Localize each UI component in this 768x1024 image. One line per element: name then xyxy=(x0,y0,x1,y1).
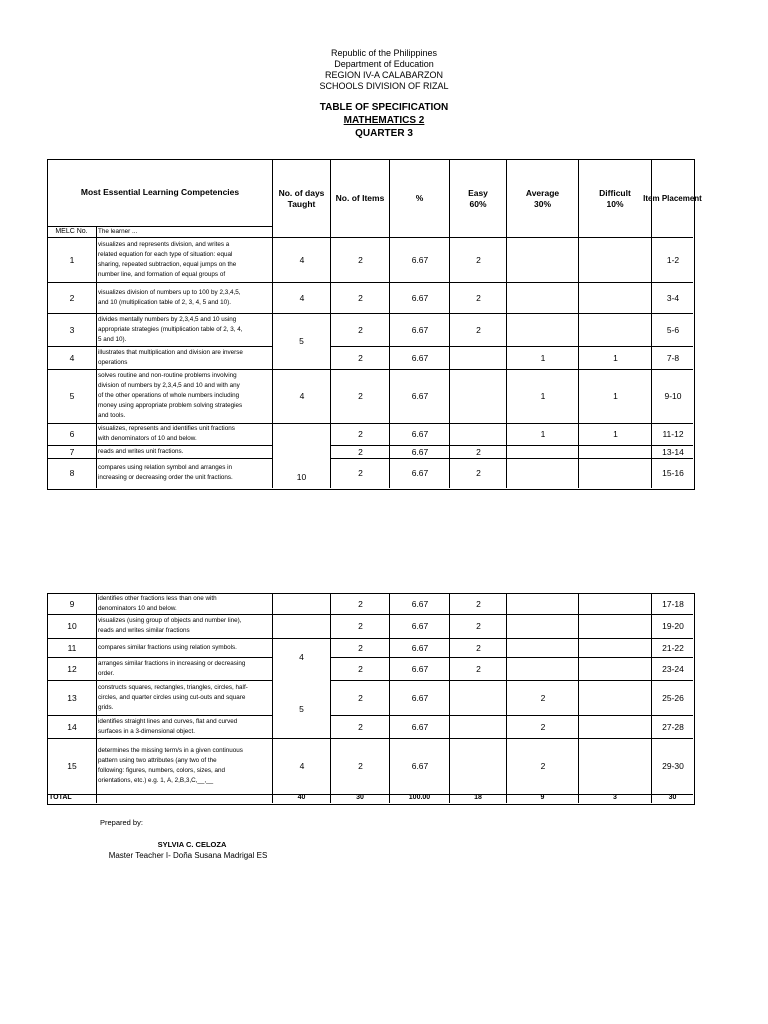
grid-hline xyxy=(48,680,96,681)
competency-text-line: grids. xyxy=(98,704,114,711)
competency-text-line: operations xyxy=(98,359,128,366)
average-count: 1 xyxy=(540,353,546,363)
competency-text-line: appropriate strategies (multiplication table of 2, 3, 4, xyxy=(98,326,243,333)
competency-text-line: visualizes (using group of objects and number line), xyxy=(98,617,242,624)
grid-hline xyxy=(96,313,272,314)
preparer-name: SYLVIA C. CELOZA xyxy=(157,840,227,849)
total-items: 30 xyxy=(356,794,364,801)
average-count: 2 xyxy=(540,761,546,771)
total-placement: 30 xyxy=(668,794,677,801)
easy-count: 2 xyxy=(476,643,481,653)
total-difficult: 3 xyxy=(613,794,617,801)
competency-text-line: money using appropriate problem solving strategies xyxy=(98,402,243,409)
grid-hline xyxy=(48,715,96,716)
grid-hline xyxy=(272,237,693,238)
melc-number: 8 xyxy=(69,468,75,478)
grid-hline xyxy=(48,313,96,314)
difficult-count: 1 xyxy=(613,353,618,363)
total-label: TOTAL xyxy=(49,794,72,801)
total-days: 40 xyxy=(297,794,306,801)
competency-text-line: visualizes and represents division, and writes a xyxy=(98,241,230,248)
competency-text-line: visualizes, represents and identifies unit fractions xyxy=(98,425,235,432)
melc-number: 6 xyxy=(69,429,75,439)
days-taught: 4 xyxy=(299,293,305,303)
competency-text-line: division of numbers by 2,3,4,5 and 10 and with any xyxy=(98,382,240,389)
grid-hline xyxy=(330,614,693,615)
grid-hline xyxy=(330,638,693,639)
item-placement: 19-20 xyxy=(662,621,684,631)
col-header-items: No. of Items xyxy=(335,193,385,203)
percentage: 6.67 xyxy=(411,468,429,478)
competency-text-line: identifies straight lines and curves, flat and curved xyxy=(98,718,238,725)
grid-hline xyxy=(330,715,693,716)
competency-text-line: compares similar fractions using relation symbols. xyxy=(98,644,237,651)
days-taught: 4 xyxy=(299,255,305,265)
item-placement: 15-16 xyxy=(662,468,684,478)
percentage: 6.67 xyxy=(411,693,429,703)
item-placement: 29-30 xyxy=(662,761,684,771)
item-placement: 13-14 xyxy=(662,447,684,457)
item-placement: 5-6 xyxy=(666,325,680,335)
item-count: 2 xyxy=(358,391,363,401)
competency-text-line: order. xyxy=(98,670,115,677)
days-merged-11-12: 4 xyxy=(299,652,304,662)
item-placement: 11-12 xyxy=(662,429,684,439)
grid-hline xyxy=(330,313,693,314)
melc-number: 11 xyxy=(67,643,77,653)
average-count: 1 xyxy=(540,429,546,439)
item-count: 2 xyxy=(358,664,363,674)
item-count: 2 xyxy=(358,325,363,335)
col-header-placement: Item Placement xyxy=(643,194,702,203)
grid-hline xyxy=(48,369,96,370)
grid-hline xyxy=(96,458,272,459)
grid-hline xyxy=(96,715,272,716)
average-count: 2 xyxy=(540,722,546,732)
competency-text-line: surfaces in a 3-dimensional object. xyxy=(98,728,195,735)
competency-text-line: related equation for each type of situation: equal xyxy=(98,251,233,258)
item-placement: 21-22 xyxy=(662,643,684,653)
item-count: 2 xyxy=(358,293,363,303)
competency-text-line: visualizes division of numbers up to 100 by 2,3,4,5, xyxy=(98,289,241,296)
melc-number: 7 xyxy=(69,447,75,457)
competency-text-line: 5 and 10). xyxy=(98,336,127,343)
item-placement: 23-24 xyxy=(662,664,684,674)
percentage: 6.67 xyxy=(411,325,429,335)
easy-count: 2 xyxy=(476,599,481,609)
grid-hline xyxy=(272,313,330,314)
percentage: 6.67 xyxy=(411,293,429,303)
total-average: 9 xyxy=(540,794,545,801)
grid-vline xyxy=(96,593,97,803)
item-count: 2 xyxy=(358,468,363,478)
competency-text-line: determines the missing term/s in a given continuous xyxy=(98,747,243,754)
item-count: 2 xyxy=(358,353,363,363)
grid-hline xyxy=(48,237,272,238)
grid-hline xyxy=(330,738,693,739)
days-merged-13-14: 5 xyxy=(299,704,304,714)
melc-number: 10 xyxy=(67,621,77,631)
grid-hline xyxy=(272,369,330,370)
col-header-days: No. of days Taught xyxy=(278,187,325,209)
competency-text-line: following: figures, numbers, colors, sizes, and xyxy=(98,767,226,774)
percentage: 6.67 xyxy=(411,621,429,631)
grid-hline xyxy=(48,423,96,424)
item-count: 2 xyxy=(358,447,363,457)
easy-count: 2 xyxy=(476,468,481,478)
grid-hline xyxy=(96,680,272,681)
melc-number: 9 xyxy=(69,599,75,609)
percentage: 6.67 xyxy=(411,722,429,732)
grid-hline xyxy=(96,614,272,615)
item-count: 2 xyxy=(358,429,363,439)
competency-text-line: with denominators of 10 and below. xyxy=(98,435,197,442)
competency-text-line: and tools. xyxy=(98,412,126,419)
grid-hline xyxy=(272,282,330,283)
grid-hline xyxy=(48,445,96,446)
header-line2: Department of Education xyxy=(334,59,434,69)
item-count: 2 xyxy=(358,255,363,265)
competency-text-line: reads and writes similar fractions xyxy=(98,627,190,634)
item-placement: 17-18 xyxy=(662,599,684,609)
grid-hline xyxy=(96,346,272,347)
item-count: 2 xyxy=(358,643,363,653)
easy-count: 2 xyxy=(476,325,481,335)
competency-text-line: of the other operations of whole numbers including xyxy=(98,392,240,399)
col-header-melc-no: MELC No. xyxy=(55,228,88,235)
item-placement: 25-26 xyxy=(662,693,684,703)
competency-text-line: divides mentally numbers by 2,3,4,5 and 10 using xyxy=(98,316,237,323)
percentage: 6.67 xyxy=(411,599,429,609)
grid-hline xyxy=(272,638,330,639)
average-count: 2 xyxy=(540,693,546,703)
grid-hline xyxy=(96,282,272,283)
percentage: 6.67 xyxy=(411,761,429,771)
competency-text-line: reads and writes unit fractions. xyxy=(98,448,184,455)
grid-hline xyxy=(330,282,693,283)
grid-hline xyxy=(272,738,330,739)
item-count: 2 xyxy=(358,761,363,771)
grid-hline xyxy=(330,346,693,347)
competency-text-line: illustrates that multiplication and division are inverse xyxy=(98,349,243,356)
doc-subject: MATHEMATICS 2 xyxy=(343,115,425,126)
grid-hline xyxy=(330,458,693,459)
melc-number: 15 xyxy=(67,761,77,771)
grid-hline xyxy=(96,738,272,739)
competency-text-line: solves routine and non-routine problems involving xyxy=(98,372,237,379)
item-count: 2 xyxy=(358,621,363,631)
competency-text-line: number line, and formation of equal groups of xyxy=(98,271,226,278)
grid-hline xyxy=(48,738,96,739)
grid-hline xyxy=(330,369,693,370)
competency-text-line: circles, and quarter circles using cut-outs and square xyxy=(98,694,246,701)
melc-number: 12 xyxy=(67,664,77,674)
grid-hline xyxy=(272,423,330,424)
competency-text-line: identifies other fractions less than one with xyxy=(98,595,217,602)
melc-number: 13 xyxy=(67,693,77,703)
grid-hline xyxy=(48,346,96,347)
percentage: 6.67 xyxy=(411,664,429,674)
grid-hline xyxy=(330,657,693,658)
doc-title: TABLE OF SPECIFICATION xyxy=(319,102,449,113)
average-count: 1 xyxy=(540,391,546,401)
competency-text-line: increasing or decreasing order the unit fractions. xyxy=(98,474,233,481)
days-taught: 4 xyxy=(299,391,305,401)
grid-hline xyxy=(330,423,693,424)
competency-text-line: and 10 (multiplication table of 2, 3, 4, 5 and 10). xyxy=(98,299,232,306)
difficult-count: 1 xyxy=(613,429,618,439)
grid-hline xyxy=(96,445,272,446)
item-count: 2 xyxy=(358,599,363,609)
grid-hline xyxy=(48,614,96,615)
item-placement: 7-8 xyxy=(666,353,680,363)
competency-text-line: arranges similar fractions in increasing or decreasing xyxy=(98,660,246,667)
percentage: 6.67 xyxy=(411,255,429,265)
easy-count: 2 xyxy=(476,293,481,303)
item-placement: 27-28 xyxy=(662,722,684,732)
days-merged-3-4: 5 xyxy=(299,336,304,346)
competency-text-line: denominators 10 and below. xyxy=(98,605,177,612)
grid-hline xyxy=(330,445,693,446)
grid-hline xyxy=(48,638,96,639)
melc-number: 14 xyxy=(67,722,77,732)
percentage: 6.67 xyxy=(411,643,429,653)
preparer-position: Master Teacher I- Doña Susana Madrigal ES xyxy=(108,851,268,860)
melc-number: 1 xyxy=(69,255,75,265)
competency-text-line: constructs squares, rectangles, triangles, circles, half- xyxy=(98,684,248,691)
grid-hline xyxy=(48,657,96,658)
competency-text-line: pattern using two attributes (any two of the xyxy=(98,757,217,764)
grid-hline xyxy=(48,458,96,459)
competency-text-line: compares using relation symbol and arranges in xyxy=(98,464,233,471)
percentage: 6.67 xyxy=(411,391,429,401)
melc-number: 5 xyxy=(69,391,75,401)
col-header-difficult: Difficult 10% xyxy=(599,187,631,209)
easy-count: 2 xyxy=(476,621,481,631)
col-header-learner: The learner ... xyxy=(98,228,138,235)
grid-hline xyxy=(96,638,272,639)
percentage: 6.67 xyxy=(411,429,429,439)
header-line4: SCHOOLS DIVISION OF RIZAL xyxy=(319,81,449,91)
item-count: 2 xyxy=(358,722,363,732)
competency-text-line: orientations, etc.) e.g. 1, A, 2,B,3,C,__,__ xyxy=(98,777,214,784)
total-easy: 18 xyxy=(474,794,482,801)
easy-count: 2 xyxy=(476,664,481,674)
grid-vline xyxy=(96,226,97,488)
col-header-pct: % xyxy=(415,193,424,203)
doc-quarter: QUARTER 3 xyxy=(355,128,413,139)
total-pct: 100.00 xyxy=(408,794,431,801)
item-placement: 1-2 xyxy=(666,255,680,265)
col-header-average: Average 30% xyxy=(525,187,560,209)
easy-count: 2 xyxy=(476,255,481,265)
col-header-easy: Easy 60% xyxy=(468,187,488,209)
easy-count: 2 xyxy=(476,447,481,457)
header-line1: Republic of the Philippines xyxy=(330,48,438,58)
grid-hline xyxy=(96,369,272,370)
prepared-by: Prepared by: xyxy=(100,818,143,827)
grid-vline xyxy=(272,593,273,803)
item-placement: 3-4 xyxy=(666,293,680,303)
competency-text-line: sharing, repeated subtraction, equal jumps on the xyxy=(98,261,237,268)
col-header-melc: Most Essential Learning Competencies xyxy=(80,187,240,197)
percentage: 6.67 xyxy=(411,447,429,457)
grid-hline xyxy=(48,282,96,283)
melc-number: 3 xyxy=(69,325,75,335)
melc-number: 2 xyxy=(69,293,75,303)
grid-hline xyxy=(330,680,693,681)
melc-number: 4 xyxy=(69,353,75,363)
item-count: 2 xyxy=(358,693,363,703)
days-taught: 4 xyxy=(299,761,305,771)
percentage: 6.67 xyxy=(411,353,429,363)
grid-hline xyxy=(272,614,330,615)
header-line3: REGION IV-A CALABARZON xyxy=(324,70,444,80)
difficult-count: 1 xyxy=(613,391,618,401)
grid-hline xyxy=(96,657,272,658)
item-placement: 9-10 xyxy=(664,391,682,401)
days-merged-6-8: 10 xyxy=(296,472,307,482)
